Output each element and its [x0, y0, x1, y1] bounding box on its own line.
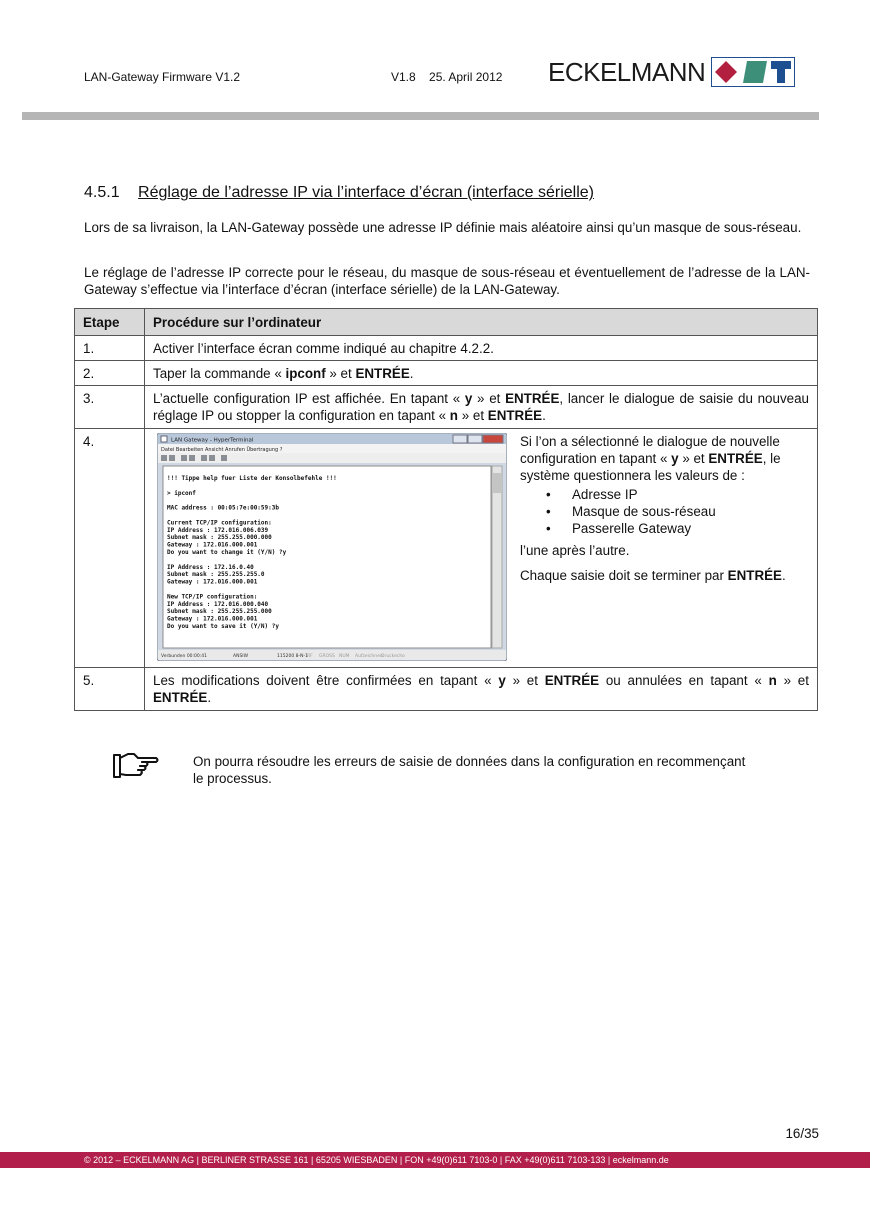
header-doc-title: LAN-Gateway Firmware V1.2	[84, 70, 241, 84]
terminal-line: Current TCP/IP configuration:	[167, 519, 272, 527]
col-header-procedure: Procédure sur l’ordinateur	[145, 309, 818, 336]
table-row	[75, 668, 818, 711]
footer-text: © 2012 – ECKELMANN AG | BERLINER STRASSE 161 | 65205 WIESBADEN | FON +49(0)611 7103-0 | FAX +49(0)611 7103-133 | eckelmann.de	[84, 1155, 669, 1165]
terminal-line: Gateway : 172.016.000.001	[167, 615, 258, 623]
step4-description: Si l’on a sélectionné le dialogue de nouvelle configuration en tapant « y » et ENTRÉE, le système questionnera les valeurs de : • Adresse IP • Masque de sous-réseau • Passerelle Gateway l’une après l’autre. Chaque saisie doit se terminer par ENTRÉE.	[520, 433, 812, 584]
terminal-line: MAC address : 00:05:7e:00:59:3b	[167, 504, 279, 512]
list-item: • Adresse IP	[572, 486, 812, 503]
terminal-status-item: Druckecho	[381, 654, 405, 659]
hyperterminal-screenshot	[157, 433, 507, 661]
table-row	[75, 386, 818, 429]
logo-marks-icon	[711, 57, 795, 87]
table-row	[75, 361, 818, 386]
procedure-table	[74, 308, 818, 711]
terminal-line: Subnet mask : 255.255.255.0	[167, 571, 265, 579]
terminal-status-item: ANSIW	[233, 654, 249, 659]
terminal-status-item: Aufzeichnen	[355, 654, 383, 659]
header-divider-bar	[22, 112, 819, 120]
setup-paragraph: Le réglage de l’adresse IP correcte pour le réseau, du masque de sous-réseau et éventuellement de l’adresse de la LAN-Gateway s’effectue via l’interface d’écran (interface sérielle) de la LAN-Gateway.	[84, 265, 810, 297]
terminal-line: > ipconf	[167, 489, 196, 497]
terminal-status-item: NUM	[339, 654, 350, 659]
step-number: 5.	[75, 668, 145, 711]
step-text: Activer l’interface écran comme indiqué au chapitre 4.2.2.	[145, 336, 818, 361]
step-text: Taper la commande « ipconf » et ENTRÉE.	[145, 361, 818, 386]
terminal-line: IP Address : 172.016.006.039	[167, 526, 269, 534]
terminal-menu: Datei Bearbeiten Ansicht Anrufen Übertragung ?	[161, 447, 283, 453]
page-number: 16/35	[785, 1126, 819, 1141]
terminal-line: IP Address : 172.016.000.040	[167, 600, 269, 608]
terminal-window-title: LAN Gateway - HyperTerminal	[171, 437, 254, 444]
terminal-status-item: Verbunden 00:00:41	[161, 654, 208, 659]
step-number: 3.	[75, 386, 145, 429]
header-version-date: V1.8 25. April 2012	[391, 70, 503, 84]
terminal-status-item: GROSS	[319, 654, 335, 659]
terminal-line: Gateway : 172.016.000.001	[167, 578, 258, 586]
step-text: Les modifications doivent être confirmées en tapant « y » et ENTRÉE ou annulées en tapant « n » et ENTRÉE.	[145, 668, 818, 711]
step-number: 1.	[75, 336, 145, 361]
config-values-list	[520, 486, 812, 537]
terminal-status-item: 115200 8-N-1	[277, 654, 308, 659]
terminal-line: Do you want to change it (Y/N) ?y	[167, 549, 287, 556]
col-header-step: Etape	[75, 309, 145, 336]
terminal-line: IP Address : 172.16.0.40	[167, 563, 254, 571]
step-number: 4.	[75, 429, 145, 668]
terminal-status-item: RF	[307, 654, 313, 659]
pointing-hand-icon	[112, 750, 160, 780]
terminal-line: Gateway : 172.016.000.001	[167, 541, 258, 549]
terminal-line: Subnet mask : 255.255.000.000	[167, 534, 272, 542]
step-content	[145, 429, 818, 668]
note-text: On pourra résoudre les erreurs de saisie de données dans la configuration en recommençant le processus.	[193, 754, 746, 786]
logo-text: ECKELMANN	[548, 56, 706, 87]
terminal-line: New TCP/IP configuration:	[167, 593, 258, 601]
section-number: 4.5.1	[84, 184, 120, 201]
terminal-line: !!! Tippe help fuer Liste der Konsolbefehle !!!	[167, 475, 337, 482]
step-text: L’actuelle configuration IP est affichée. En tapant « y » et ENTRÉE, lancer le dialogue de saisie du nouveau réglage IP ou stopper la configuration en tapant « n » et ENTRÉE.	[145, 386, 818, 429]
list-item: • Passerelle Gateway	[572, 520, 812, 537]
section-heading	[84, 184, 594, 202]
step-number: 2.	[75, 361, 145, 386]
section-title: Réglage de l’adresse IP via l’interface d’écran (interface sérielle)	[138, 184, 594, 201]
intro-paragraph: Lors de sa livraison, la LAN-Gateway possède une adresse IP définie mais aléatoire ainsi qu’un masque de sous-réseau.	[84, 220, 802, 235]
company-logo	[548, 57, 795, 87]
list-item: • Masque de sous-réseau	[572, 503, 812, 520]
terminal-line: Do you want to save it (Y/N) ?y	[167, 623, 279, 630]
terminal-line: Subnet mask : 255.255.255.000	[167, 608, 272, 616]
footer-bar	[0, 1152, 870, 1168]
table-row	[75, 336, 818, 361]
table-row	[75, 429, 818, 668]
